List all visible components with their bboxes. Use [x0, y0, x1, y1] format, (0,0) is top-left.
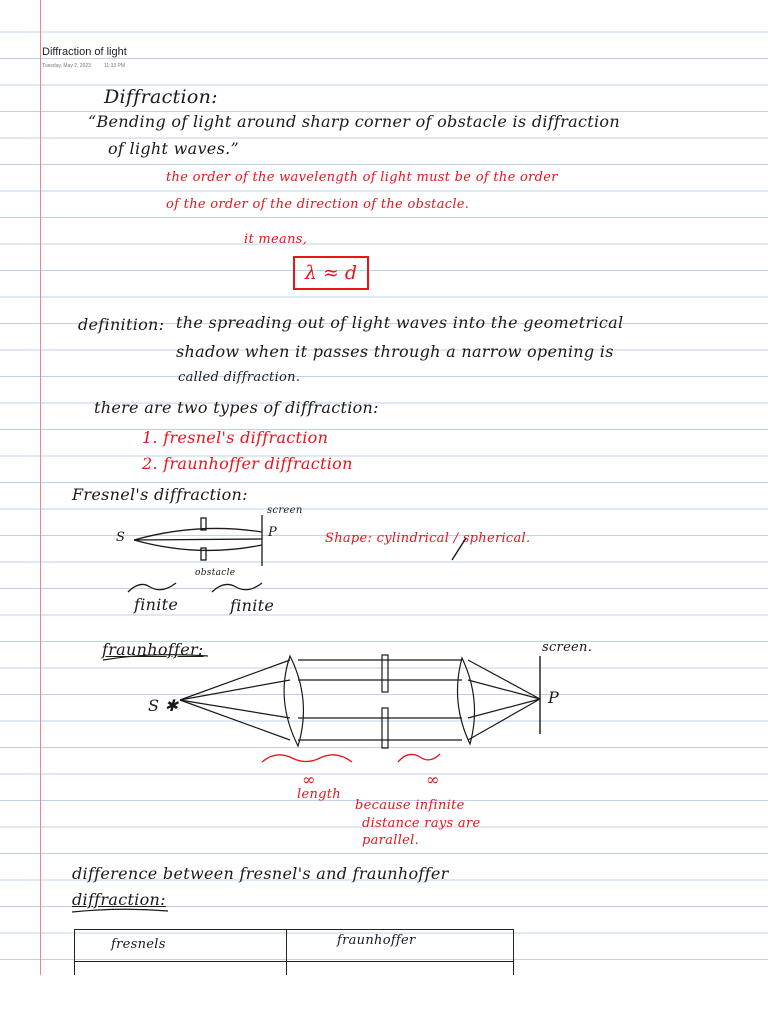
fresnel-ray-lower — [134, 540, 262, 550]
fresnel-axis — [134, 539, 262, 540]
fresnel-ray-upper — [134, 528, 262, 540]
it-means-text: it means, — [244, 232, 308, 247]
heading-underline — [103, 655, 208, 660]
red-note-line-2: of the order of the direction of the obstacle. — [166, 197, 470, 212]
infinity-brace — [398, 754, 440, 762]
page-bottom-margin — [0, 975, 768, 1024]
fraunhoffer-source-label: S ✱ — [148, 696, 179, 715]
difference-heading-line-2: diffraction: — [72, 890, 166, 909]
definition-line-3: called diffraction. — [178, 370, 301, 385]
fraunhoffer-point-label: P — [548, 688, 560, 707]
type-2-fraunhoffer: 2. fraunhoffer diffraction — [142, 454, 353, 473]
table-header-fraunhoffer: fraunhoffer — [337, 933, 416, 948]
parallel-note-line-3: parallel. — [362, 833, 420, 848]
fraunhoffer-heading: fraunhoffer: — [102, 640, 204, 659]
difference-heading-line-1: difference between fresnel's and fraunhoffer — [72, 864, 449, 883]
fraunhoffer-diagram — [103, 655, 540, 748]
infinity-right: ∞ — [426, 770, 440, 789]
length-brace — [262, 755, 352, 762]
formula-box: λ ≈ d — [293, 256, 369, 290]
lens-left — [284, 656, 303, 746]
fresnel-screen-label: screen — [267, 505, 303, 516]
fresnel-point-label: P — [268, 525, 278, 540]
fresnel-source-label: S — [116, 530, 126, 545]
finite-left-label: finite — [134, 595, 179, 614]
ray-diverge-1 — [180, 660, 290, 700]
obstacle-label: obstacle — [195, 568, 236, 578]
quote-line-2: of light waves.” — [108, 139, 239, 158]
ray-diverge-2 — [180, 680, 290, 700]
infinity-left: ∞ — [302, 770, 316, 789]
fresnel-diagram — [128, 515, 466, 592]
finite-brace-right — [212, 583, 262, 592]
parallel-note-line-2: distance rays are — [362, 816, 481, 831]
red-braces — [262, 754, 440, 762]
converge-ray-4 — [468, 699, 540, 740]
parallel-note-line-1: because infinite — [355, 798, 465, 813]
page-time: 11:33 PM — [104, 63, 126, 69]
ray-diverge-3 — [180, 700, 290, 718]
quote-line-1: “Bending of light around sharp corner of obstacle is diffraction — [88, 112, 620, 131]
definition-label: definition: — [78, 315, 165, 334]
converge-ray-3 — [468, 699, 540, 718]
page-date: Tuesday, May 2, 2023 — [42, 63, 91, 69]
slit-bottom — [382, 708, 388, 748]
shape-note: Shape: cylindrical / spherical. — [325, 531, 531, 546]
table-header-fresnel: fresnels — [111, 937, 166, 952]
ray-diverge-4 — [180, 700, 290, 740]
types-intro: there are two types of diffraction: — [94, 398, 379, 417]
type-1-fresnel: 1. fresnel's diffraction — [142, 428, 329, 447]
difference-underline — [72, 909, 168, 912]
finite-brace-left — [128, 583, 176, 592]
fresnel-heading: Fresnel's diffraction: — [72, 485, 248, 504]
definition-line-2: shadow when it passes through a narrow opening is — [176, 342, 614, 361]
converge-ray-2 — [468, 680, 540, 699]
fraunhoffer-screen-label: screen. — [542, 640, 593, 655]
page-title: Diffraction of light — [42, 46, 127, 58]
shape-slash — [452, 538, 466, 560]
definition-line-1: the spreading out of light waves into the geometrical — [176, 313, 624, 332]
lens-right — [458, 658, 475, 744]
converge-ray-1 — [468, 660, 540, 699]
diffraction-heading: Diffraction: — [104, 86, 218, 108]
length-label: length — [297, 787, 341, 802]
red-note-line-1: the order of the wavelength of light must be of the order — [166, 170, 558, 185]
finite-right-label: finite — [230, 596, 275, 615]
